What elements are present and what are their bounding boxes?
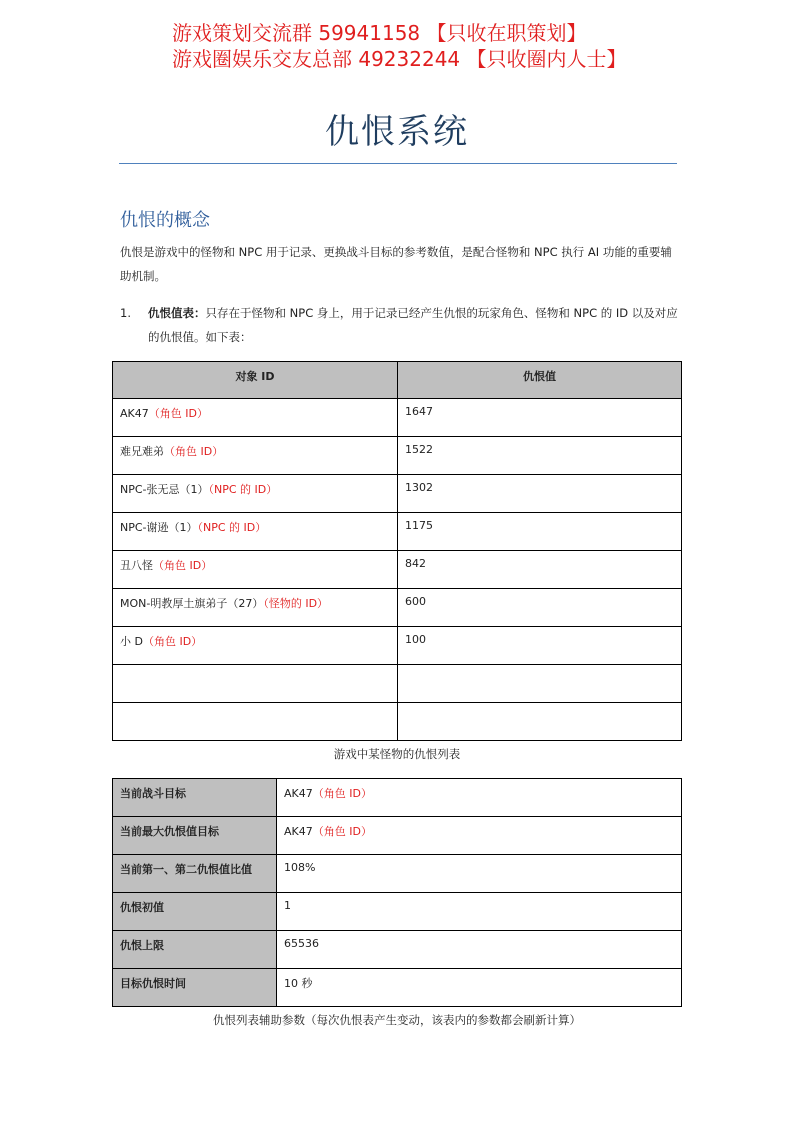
object-type-note: （角色 ID）: [148, 407, 208, 420]
hate-value-cell: 1302: [398, 475, 682, 513]
table-row: [113, 551, 682, 589]
param-value-cell: [277, 855, 682, 893]
promo-line-2: 游戏圈娱乐交友总部 49232244 【只收圈内人士】: [172, 47, 627, 71]
object-id-cell: [113, 627, 398, 665]
document-title: 仇恨系统: [325, 112, 469, 152]
object-id-cell: [113, 513, 398, 551]
param-value: 65536: [284, 937, 319, 950]
header-hate-value: 仇恨值: [398, 362, 682, 399]
param-note: （角色 ID）: [312, 825, 372, 838]
object-type-note: （NPC 的 ID）: [208, 483, 278, 496]
hate-value-cell: 1522: [398, 437, 682, 475]
param-label: 目标仇恨时间: [113, 969, 277, 1007]
table-row: [113, 627, 682, 665]
object-name: 小 D: [120, 635, 143, 648]
object-id-cell: [113, 703, 398, 741]
param-value: AK47: [284, 787, 313, 800]
hate-value-cell: 1647: [398, 399, 682, 437]
table-row: [113, 475, 682, 513]
hate-value-cell: 842: [398, 551, 682, 589]
object-type-note: （角色 ID）: [153, 559, 213, 572]
object-name: AK47: [120, 407, 149, 420]
param-label: 当前战斗目标: [113, 779, 277, 817]
param-table-body: [113, 779, 682, 1007]
param-value-cell: [277, 779, 682, 817]
table-row: [113, 399, 682, 437]
object-id-cell: [113, 399, 398, 437]
param-value: 10 秒: [284, 977, 313, 990]
table-row: [113, 665, 682, 703]
table-row: [113, 931, 682, 969]
hate-table-header-row: [113, 362, 682, 399]
param-value-cell: [277, 893, 682, 931]
hate-value-cell: [398, 665, 682, 703]
header-object-id: 对象 ID: [113, 362, 398, 399]
object-name: NPC-张无忌（1）: [120, 483, 209, 496]
object-type-note: （角色 ID）: [164, 445, 224, 458]
param-table-caption: 仇恨列表辅助参数（每次仇恨表产生变动，该表内的参数都会刷新计算）: [213, 1013, 581, 1027]
table-row: [113, 589, 682, 627]
table-row: [113, 779, 682, 817]
list-number: 1.: [120, 306, 131, 320]
section-heading: 仇恨的概念: [120, 210, 210, 231]
param-value: 108%: [284, 861, 316, 874]
object-id-cell: [113, 551, 398, 589]
list-text: 只存在于怪物和 NPC 身上，用于记录已经产生仇恨的玩家角色、怪物和 NPC 的 ID 以及对应的仇恨值。如下表：: [148, 306, 678, 344]
list-item: [120, 301, 680, 349]
object-type-note: （NPC 的 ID）: [197, 521, 267, 534]
intro-paragraph: 仇恨是游戏中的怪物和 NPC 用于记录、更换战斗目标的参考数值，是配合怪物和 NPC 执行 AI 功能的重要辅助机制。: [120, 245, 672, 283]
param-table: [112, 778, 682, 1007]
list-body: [148, 301, 680, 349]
param-note: （角色 ID）: [312, 787, 372, 800]
param-label: 当前第一、第二仇恨值比值: [113, 855, 277, 893]
hate-value-cell: 600: [398, 589, 682, 627]
title-divider: [119, 163, 677, 164]
hate-table-caption: 游戏中某怪物的仇恨列表: [333, 747, 461, 761]
param-label: 仇恨上限: [113, 931, 277, 969]
param-value: AK47: [284, 825, 313, 838]
hate-table: [112, 361, 682, 741]
object-id-cell: [113, 665, 398, 703]
param-value-cell: [277, 817, 682, 855]
object-type-note: （怪物的 ID）: [263, 597, 329, 610]
param-label: 当前最大仇恨值目标: [113, 817, 277, 855]
object-type-note: （角色 ID）: [142, 635, 203, 648]
object-name: 丑八怪: [120, 559, 153, 572]
object-name: 难兄难弟: [120, 445, 164, 458]
promo-line-1: 游戏策划交流群 59941158 【只收在职策划】: [172, 21, 587, 45]
param-value: 1: [284, 899, 291, 912]
table-row: [113, 855, 682, 893]
list-term: 仇恨值表：: [148, 306, 206, 320]
table-row: [113, 703, 682, 741]
hate-value-cell: 1175: [398, 513, 682, 551]
table-row: [113, 893, 682, 931]
object-id-cell: [113, 475, 398, 513]
object-name: MON-明教厚土旗弟子（27）: [120, 597, 264, 610]
table-row: [113, 513, 682, 551]
promo-banner: [172, 20, 627, 72]
param-value-cell: [277, 969, 682, 1007]
param-value-cell: [277, 931, 682, 969]
table-row: [113, 437, 682, 475]
object-name: NPC-谢逊（1）: [120, 521, 198, 534]
hate-value-cell: [398, 703, 682, 741]
table-row: [113, 817, 682, 855]
param-label: 仇恨初值: [113, 893, 277, 931]
object-id-cell: [113, 437, 398, 475]
hate-value-cell: 100: [398, 627, 682, 665]
object-id-cell: [113, 589, 398, 627]
table-row: [113, 969, 682, 1007]
hate-table-body: [113, 399, 682, 741]
